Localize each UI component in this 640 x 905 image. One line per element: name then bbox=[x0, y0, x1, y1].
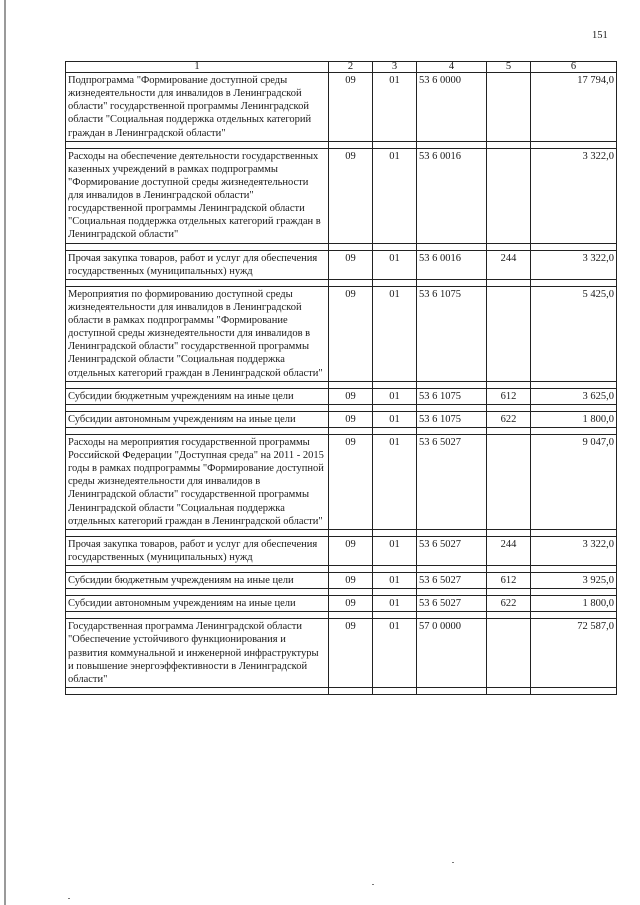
row-gap-cell bbox=[66, 612, 329, 619]
row-gap-cell bbox=[373, 589, 417, 596]
page-number: 151 bbox=[592, 30, 608, 41]
row-gap-cell bbox=[66, 566, 329, 573]
row-description: Субсидии бюджетным учреждениям на иные цели bbox=[66, 388, 329, 404]
section-code: 09 bbox=[329, 619, 373, 688]
column-header: 5 bbox=[487, 62, 531, 73]
table-row bbox=[66, 434, 617, 529]
row-gap-cell bbox=[487, 566, 531, 573]
row-gap-cell bbox=[66, 381, 329, 388]
row-gap-cell bbox=[373, 141, 417, 148]
subsection-code: 01 bbox=[373, 388, 417, 404]
row-gap-cell bbox=[487, 427, 531, 434]
row-description: Расходы на мероприятия государственной программы Российской Федерации "Доступная среда" на 2011 - 2015 годы в рамках подпрограммы "Формирование доступной среды жизнедеятельности для инвалидов в Ленинградской области" государственной программы Ленинградской области "Социальная поддержка отдельных категорий граждан в Ленинградской области" bbox=[66, 434, 329, 529]
row-gap-cell bbox=[373, 529, 417, 536]
section-code: 09 bbox=[329, 73, 373, 142]
row-gap-cell bbox=[373, 279, 417, 286]
target-article-code: 53 6 5027 bbox=[417, 536, 487, 565]
row-gap-cell bbox=[417, 612, 487, 619]
row-description: Мероприятия по формированию доступной среды жизнедеятельности для инвалидов в Ленинградской области в рамках подпрограммы "Формирование доступной среды жизнедеятельности для инвалидов в Ленинградской области" государственной программы Ленинградской области "Социальная поддержка отдельных категорий граждан в Ленинградской области" bbox=[66, 286, 329, 381]
target-article-code: 53 6 0000 bbox=[417, 73, 487, 142]
row-gap-cell bbox=[329, 687, 373, 694]
table-body bbox=[66, 73, 617, 695]
row-gap-cell bbox=[487, 404, 531, 411]
page-edge-rule bbox=[4, 0, 6, 905]
row-gap-cell bbox=[373, 566, 417, 573]
row-gap-cell bbox=[66, 243, 329, 250]
section-code: 09 bbox=[329, 388, 373, 404]
row-gap-cell bbox=[66, 404, 329, 411]
subsection-code: 01 bbox=[373, 573, 417, 589]
target-article-code: 53 6 5027 bbox=[417, 573, 487, 589]
row-gap bbox=[66, 381, 617, 388]
row-gap-cell bbox=[487, 243, 531, 250]
row-gap-cell bbox=[329, 589, 373, 596]
row-description: Прочая закупка товаров, работ и услуг для обеспечения государственных (муниципальных) нужд bbox=[66, 536, 329, 565]
row-gap bbox=[66, 279, 617, 286]
target-article-code: 53 6 1075 bbox=[417, 411, 487, 427]
expense-type-code: 244 bbox=[487, 250, 531, 279]
row-description: Субсидии автономным учреждениям на иные цели bbox=[66, 596, 329, 612]
row-gap-cell bbox=[531, 243, 617, 250]
expense-type-code: 622 bbox=[487, 411, 531, 427]
row-gap-cell bbox=[417, 566, 487, 573]
subsection-code: 01 bbox=[373, 148, 417, 243]
table-row bbox=[66, 286, 617, 381]
row-gap-cell bbox=[329, 279, 373, 286]
row-gap-cell bbox=[417, 279, 487, 286]
expense-type-code bbox=[487, 148, 531, 243]
column-header: 2 bbox=[329, 62, 373, 73]
budget-table bbox=[65, 61, 617, 695]
expense-type-code: 612 bbox=[487, 573, 531, 589]
amount-value: 1 800,0 bbox=[531, 411, 617, 427]
row-gap-cell bbox=[329, 243, 373, 250]
section-code: 09 bbox=[329, 536, 373, 565]
row-gap-cell bbox=[373, 404, 417, 411]
scan-speck bbox=[372, 884, 374, 885]
row-description: Подпрограмма "Формирование доступной среды жизнедеятельности для инвалидов в Ленинградской области" государственной программы Ленинградской области "Социальная поддержка отдельных категорий граждан в Ленинградской области" bbox=[66, 73, 329, 142]
row-gap bbox=[66, 589, 617, 596]
section-code: 09 bbox=[329, 148, 373, 243]
row-gap-cell bbox=[329, 612, 373, 619]
row-gap bbox=[66, 404, 617, 411]
expense-type-code: 244 bbox=[487, 536, 531, 565]
amount-value: 17 794,0 bbox=[531, 73, 617, 142]
row-gap-cell bbox=[417, 243, 487, 250]
expense-type-code bbox=[487, 73, 531, 142]
amount-value: 3 322,0 bbox=[531, 250, 617, 279]
table-row bbox=[66, 73, 617, 142]
scan-speck bbox=[452, 862, 454, 863]
table-row bbox=[66, 596, 617, 612]
target-article-code: 53 6 5027 bbox=[417, 434, 487, 529]
row-description: Субсидии бюджетным учреждениям на иные цели bbox=[66, 573, 329, 589]
row-gap-cell bbox=[373, 687, 417, 694]
row-gap-cell bbox=[329, 529, 373, 536]
row-gap-cell bbox=[329, 566, 373, 573]
row-gap bbox=[66, 141, 617, 148]
table-row bbox=[66, 148, 617, 243]
row-gap-cell bbox=[329, 427, 373, 434]
subsection-code: 01 bbox=[373, 434, 417, 529]
row-gap-cell bbox=[66, 589, 329, 596]
row-gap bbox=[66, 529, 617, 536]
section-code: 09 bbox=[329, 573, 373, 589]
row-gap-cell bbox=[329, 404, 373, 411]
section-code: 09 bbox=[329, 250, 373, 279]
row-gap-cell bbox=[487, 381, 531, 388]
row-gap-cell bbox=[66, 141, 329, 148]
row-gap-cell bbox=[66, 279, 329, 286]
expense-type-code: 612 bbox=[487, 388, 531, 404]
table-row bbox=[66, 573, 617, 589]
amount-value: 1 800,0 bbox=[531, 596, 617, 612]
row-gap bbox=[66, 243, 617, 250]
row-gap-cell bbox=[417, 427, 487, 434]
row-gap bbox=[66, 427, 617, 434]
amount-value: 3 322,0 bbox=[531, 536, 617, 565]
table-row bbox=[66, 411, 617, 427]
subsection-code: 01 bbox=[373, 73, 417, 142]
target-article-code: 53 6 0016 bbox=[417, 250, 487, 279]
row-gap-cell bbox=[66, 529, 329, 536]
table-row bbox=[66, 388, 617, 404]
table-row bbox=[66, 250, 617, 279]
amount-value: 3 625,0 bbox=[531, 388, 617, 404]
row-gap-cell bbox=[487, 141, 531, 148]
row-gap-cell bbox=[531, 589, 617, 596]
expense-type-code: 622 bbox=[487, 596, 531, 612]
row-gap-cell bbox=[531, 381, 617, 388]
row-gap-cell bbox=[531, 566, 617, 573]
row-gap-cell bbox=[417, 141, 487, 148]
header-row bbox=[66, 62, 617, 73]
row-gap-cell bbox=[417, 589, 487, 596]
row-gap-cell bbox=[487, 589, 531, 596]
row-gap-cell bbox=[487, 687, 531, 694]
expense-type-code bbox=[487, 619, 531, 688]
column-header: 1 bbox=[66, 62, 329, 73]
column-header: 3 bbox=[373, 62, 417, 73]
amount-value: 3 925,0 bbox=[531, 573, 617, 589]
section-code: 09 bbox=[329, 286, 373, 381]
target-article-code: 53 6 5027 bbox=[417, 596, 487, 612]
target-article-code: 53 6 1075 bbox=[417, 388, 487, 404]
table-row bbox=[66, 619, 617, 688]
column-header: 6 bbox=[531, 62, 617, 73]
row-gap-cell bbox=[66, 687, 329, 694]
row-description: Субсидии автономным учреждениям на иные цели bbox=[66, 411, 329, 427]
subsection-code: 01 bbox=[373, 619, 417, 688]
row-gap bbox=[66, 566, 617, 573]
amount-value: 5 425,0 bbox=[531, 286, 617, 381]
section-code: 09 bbox=[329, 596, 373, 612]
amount-value: 9 047,0 bbox=[531, 434, 617, 529]
row-gap-cell bbox=[531, 404, 617, 411]
target-article-code: 53 6 0016 bbox=[417, 148, 487, 243]
row-gap-cell bbox=[373, 427, 417, 434]
row-gap-cell bbox=[487, 612, 531, 619]
table-row bbox=[66, 536, 617, 565]
row-gap-cell bbox=[531, 141, 617, 148]
row-gap-cell bbox=[531, 529, 617, 536]
row-gap-cell bbox=[531, 687, 617, 694]
row-gap-cell bbox=[531, 612, 617, 619]
row-gap-cell bbox=[329, 141, 373, 148]
row-gap-cell bbox=[66, 427, 329, 434]
row-gap-cell bbox=[531, 427, 617, 434]
row-gap-cell bbox=[417, 687, 487, 694]
row-gap-cell bbox=[417, 381, 487, 388]
row-gap bbox=[66, 687, 617, 694]
subsection-code: 01 bbox=[373, 596, 417, 612]
row-description: Прочая закупка товаров, работ и услуг для обеспечения государственных (муниципальных) нужд bbox=[66, 250, 329, 279]
column-header: 4 bbox=[417, 62, 487, 73]
scan-speck bbox=[68, 898, 70, 899]
row-gap-cell bbox=[487, 279, 531, 286]
subsection-code: 01 bbox=[373, 250, 417, 279]
row-gap bbox=[66, 612, 617, 619]
subsection-code: 01 bbox=[373, 536, 417, 565]
row-description: Государственная программа Ленинградской области "Обеспечение устойчивого функционирования и развития коммунальной и инженерной инфраструктуры и повышение энергоэффективности в Ленинградской области" bbox=[66, 619, 329, 688]
subsection-code: 01 bbox=[373, 286, 417, 381]
row-gap-cell bbox=[417, 404, 487, 411]
row-description: Расходы на обеспечение деятельности государственных казенных учреждений в рамках подпрограммы "Формирование доступной среды жизнедеятельности для инвалидов в Ленинградской области" государственной программы Ленинградской области "Социальная поддержка отдельных категорий граждан в Ленинградской области" bbox=[66, 148, 329, 243]
row-gap-cell bbox=[373, 612, 417, 619]
amount-value: 72 587,0 bbox=[531, 619, 617, 688]
row-gap-cell bbox=[373, 243, 417, 250]
row-gap-cell bbox=[373, 381, 417, 388]
amount-value: 3 322,0 bbox=[531, 148, 617, 243]
target-article-code: 53 6 1075 bbox=[417, 286, 487, 381]
row-gap-cell bbox=[487, 529, 531, 536]
subsection-code: 01 bbox=[373, 411, 417, 427]
expense-type-code bbox=[487, 286, 531, 381]
section-code: 09 bbox=[329, 434, 373, 529]
row-gap-cell bbox=[417, 529, 487, 536]
section-code: 09 bbox=[329, 411, 373, 427]
expense-type-code bbox=[487, 434, 531, 529]
row-gap-cell bbox=[531, 279, 617, 286]
target-article-code: 57 0 0000 bbox=[417, 619, 487, 688]
row-gap-cell bbox=[329, 381, 373, 388]
